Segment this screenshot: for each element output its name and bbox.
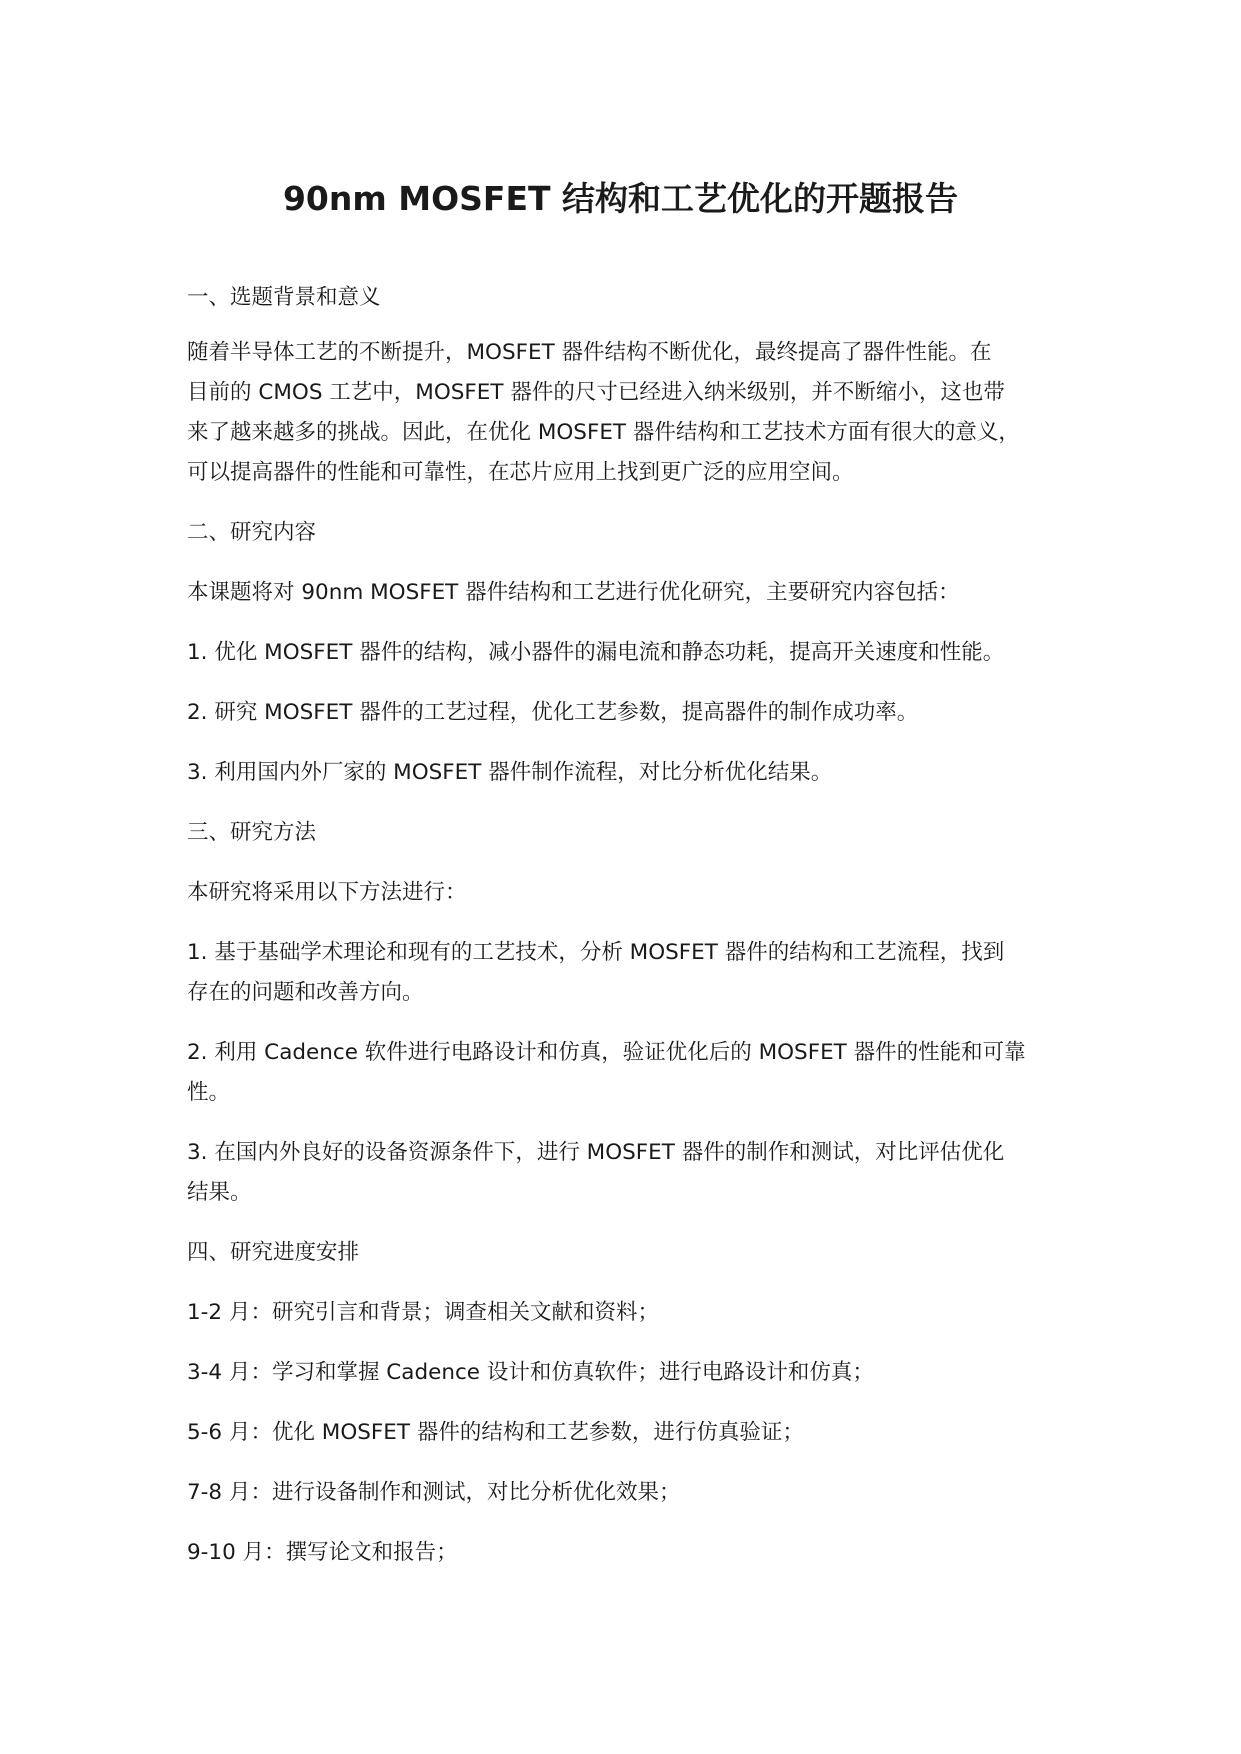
- paragraph-line: 本课题将对 90nm MOSFET 器件结构和工艺进行优化研究，主要研究内容包括：: [187, 580, 960, 605]
- section-heading-content: 二、研究内容: [187, 520, 317, 545]
- schedule-item: 3-4 月：学习和掌握 Cadence 设计和仿真软件；进行电路设计和仿真；: [187, 1360, 874, 1385]
- list-item: 1. 基于基础学术理论和现有的工艺技术，分析 MOSFET 器件的结构和工艺流程，找到: [187, 940, 1005, 965]
- schedule-item: 9-10 月：撰写论文和报告；: [187, 1540, 458, 1565]
- list-item-continuation: 存在的问题和改善方向。: [187, 980, 424, 1005]
- paragraph-line: 可以提高器件的性能和可靠性，在芯片应用上找到更广泛的应用空间。: [187, 460, 854, 485]
- list-item: 2. 利用 Cadence 软件进行电路设计和仿真，验证优化后的 MOSFET 器件的性能和可靠: [187, 1040, 1026, 1065]
- section-heading-schedule: 四、研究进度安排: [187, 1240, 360, 1265]
- document-title: 90nm MOSFET 结构和工艺优化的开题报告: [282, 179, 959, 218]
- section-heading-methods: 三、研究方法: [187, 820, 317, 845]
- section-heading-background: 一、选题背景和意义: [187, 285, 381, 310]
- paragraph-line: 来了越来越多的挑战。因此，在优化 MOSFET 器件结构和工艺技术方面有很大的意义，: [187, 420, 1020, 445]
- list-item: 3. 在国内外良好的设备资源条件下，进行 MOSFET 器件的制作和测试，对比评估优化: [187, 1140, 1005, 1165]
- list-item: 2. 研究 MOSFET 器件的工艺过程，优化工艺参数，提高器件的制作成功率。: [187, 700, 919, 725]
- paragraph-line: 本研究将采用以下方法进行：: [187, 880, 467, 905]
- schedule-item: 7-8 月：进行设备制作和测试，对比分析优化效果；: [187, 1480, 681, 1505]
- paragraph-line: 随着半导体工艺的不断提升，MOSFET 器件结构不断优化，最终提高了器件性能。在: [187, 340, 992, 365]
- list-item-continuation: 结果。: [187, 1180, 252, 1205]
- list-item: 3. 利用国内外厂家的 MOSFET 器件制作流程，对比分析优化结果。: [187, 760, 833, 785]
- list-item-continuation: 性。: [187, 1080, 231, 1105]
- schedule-item: 5-6 月：优化 MOSFET 器件的结构和工艺参数，进行仿真验证；: [187, 1420, 804, 1445]
- paragraph-line: 目前的 CMOS 工艺中，MOSFET 器件的尺寸已经进入纳米级别，并不断缩小，这也带: [187, 380, 1005, 405]
- schedule-item: 1-2 月：研究引言和背景；调查相关文献和资料；: [187, 1300, 659, 1325]
- list-item: 1. 优化 MOSFET 器件的结构，减小器件的漏电流和静态功耗，提高开关速度和性能。: [187, 640, 1005, 665]
